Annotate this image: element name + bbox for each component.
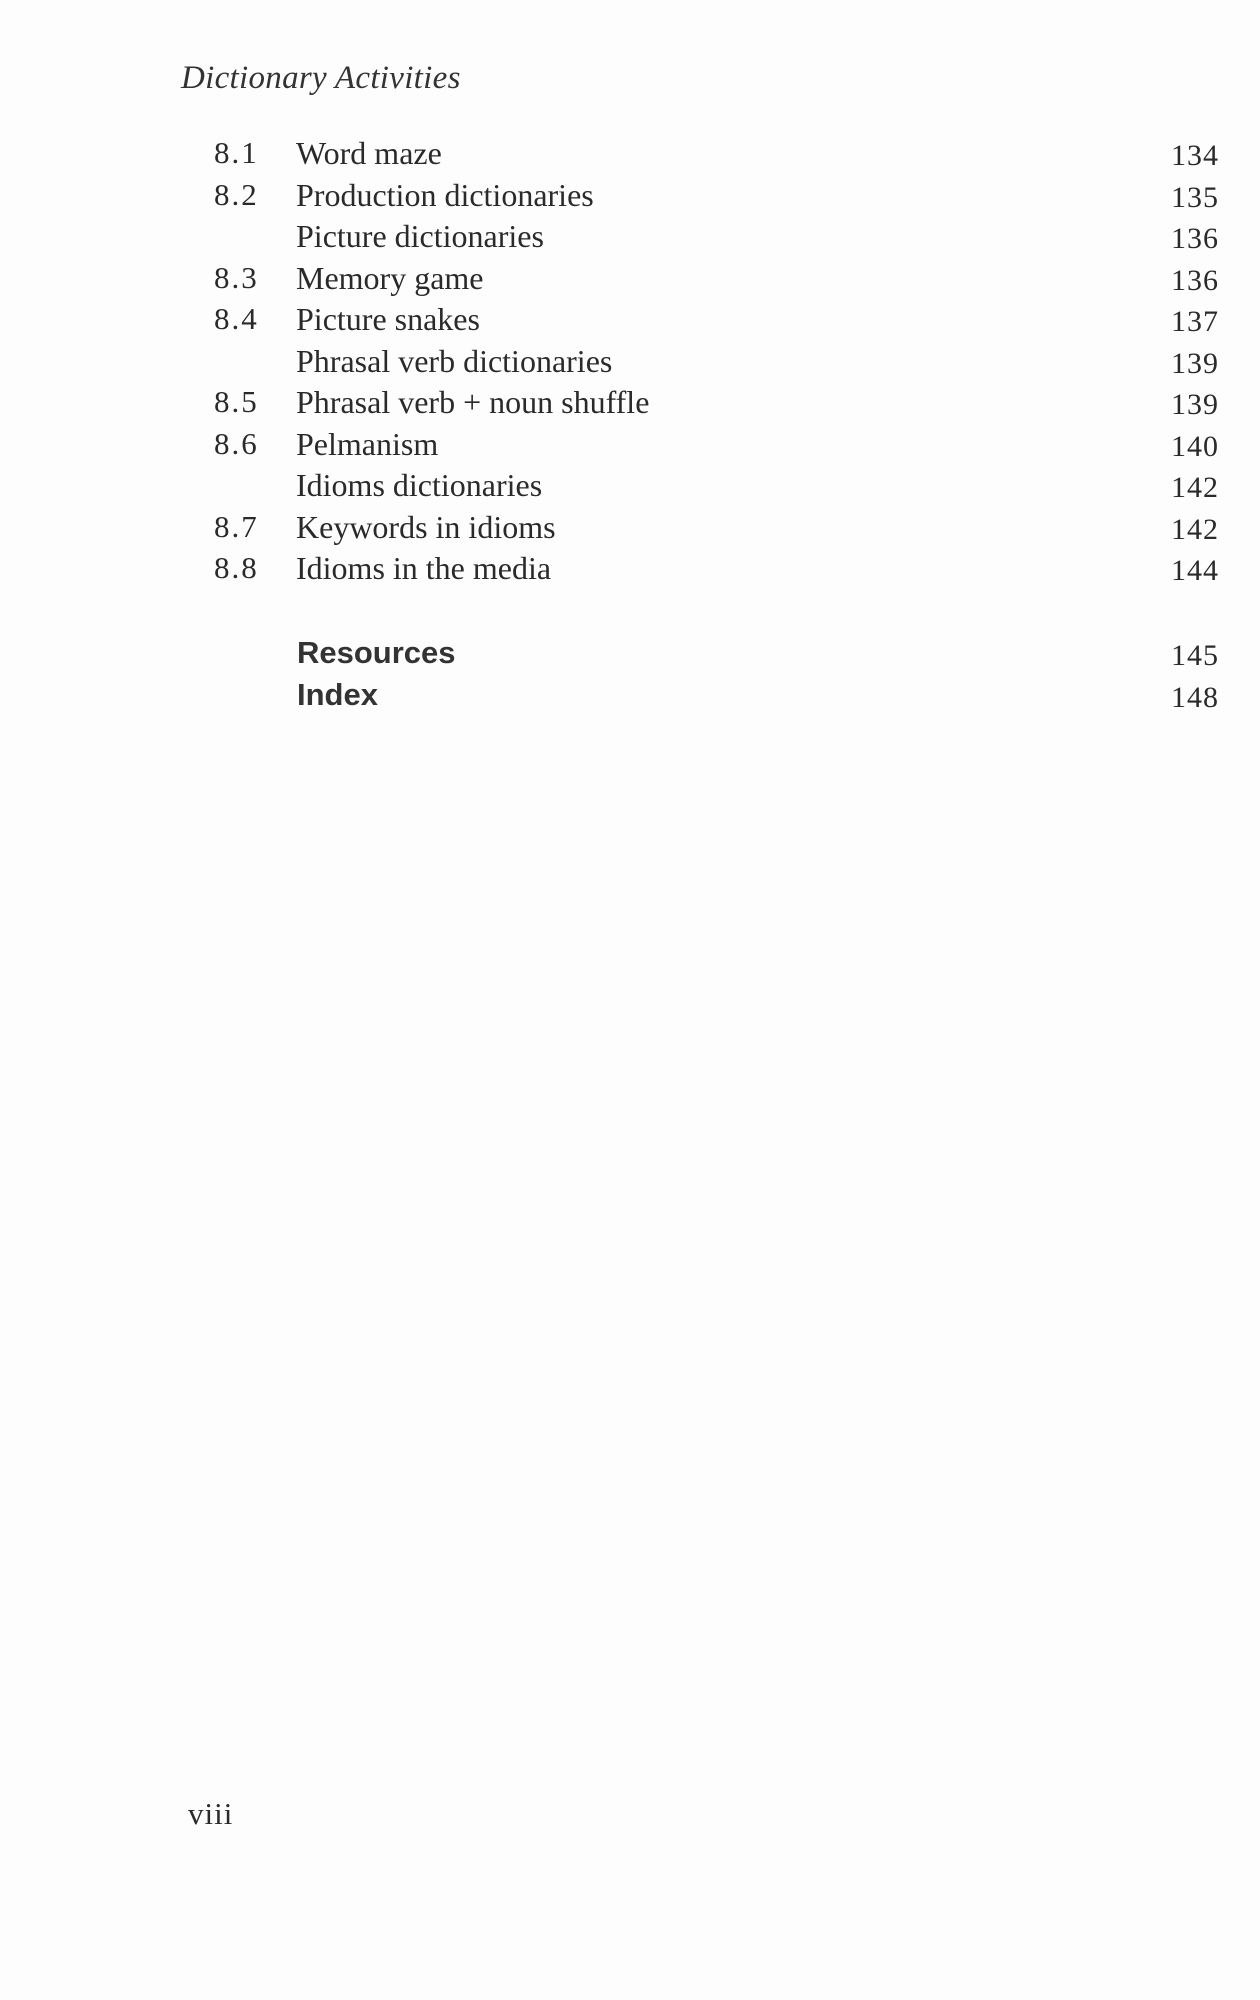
toc-entry <box>0 509 1260 551</box>
entry-title: Keywords in idioms <box>296 508 556 545</box>
entry-page: 135 <box>1171 180 1219 214</box>
entry-number: 8.5 <box>214 384 259 419</box>
entry-title: Idioms in the media <box>296 550 552 586</box>
entry-number: 8.3 <box>214 259 259 295</box>
entry-page: 140 <box>1171 429 1219 463</box>
toc-entry <box>0 384 1260 426</box>
toc-entry <box>0 426 1260 468</box>
entry-title: Phrasal verb dictionaries <box>296 342 613 379</box>
back-matter-title: Resources <box>297 635 456 670</box>
table-of-contents <box>0 135 1260 592</box>
back-matter-page: 145 <box>1171 639 1219 672</box>
entry-page: 139 <box>1171 388 1219 421</box>
toc-entry <box>0 301 1260 343</box>
entry-page: 137 <box>1171 305 1219 338</box>
toc-entry <box>0 135 1260 177</box>
entry-page: 142 <box>1171 471 1219 504</box>
entry-number: 8.4 <box>214 301 259 336</box>
entry-page: 136 <box>1171 263 1219 297</box>
entry-page: 144 <box>1171 554 1219 587</box>
toc-entry <box>0 260 1260 302</box>
back-matter-page: 148 <box>1171 681 1219 714</box>
entry-title: Phrasal verb + noun shuffle <box>296 384 650 420</box>
entry-page: 136 <box>1171 222 1219 255</box>
entry-number: 8.2 <box>214 176 259 212</box>
entry-title: Production dictionaries <box>296 176 594 213</box>
entry-page: 139 <box>1171 346 1219 380</box>
entry-number: 8.1 <box>214 135 259 170</box>
entry-page: 142 <box>1171 512 1219 546</box>
entry-title: Pelmanism <box>296 425 439 462</box>
entry-title: Picture dictionaries <box>296 218 544 254</box>
toc-entry <box>0 467 1260 509</box>
entry-title: Word maze <box>296 135 442 171</box>
back-matter-entry <box>0 677 1260 719</box>
entry-number: 8.6 <box>214 425 259 461</box>
running-head: Dictionary Activities <box>181 60 461 96</box>
entry-title: Picture snakes <box>296 301 480 337</box>
toc-entry <box>0 550 1260 592</box>
page-number: viii <box>188 1796 234 1831</box>
entry-number: 8.8 <box>214 550 259 585</box>
back-matter-title: Index <box>297 677 378 712</box>
back-matter <box>0 635 1260 719</box>
entry-title: Idioms dictionaries <box>296 467 543 503</box>
toc-entry <box>0 343 1260 385</box>
entry-page: 134 <box>1171 139 1219 172</box>
toc-entry <box>0 177 1260 219</box>
entry-title: Memory game <box>296 259 484 296</box>
entry-number: 8.7 <box>214 508 259 544</box>
toc-entry <box>0 218 1260 260</box>
back-matter-entry <box>0 635 1260 677</box>
